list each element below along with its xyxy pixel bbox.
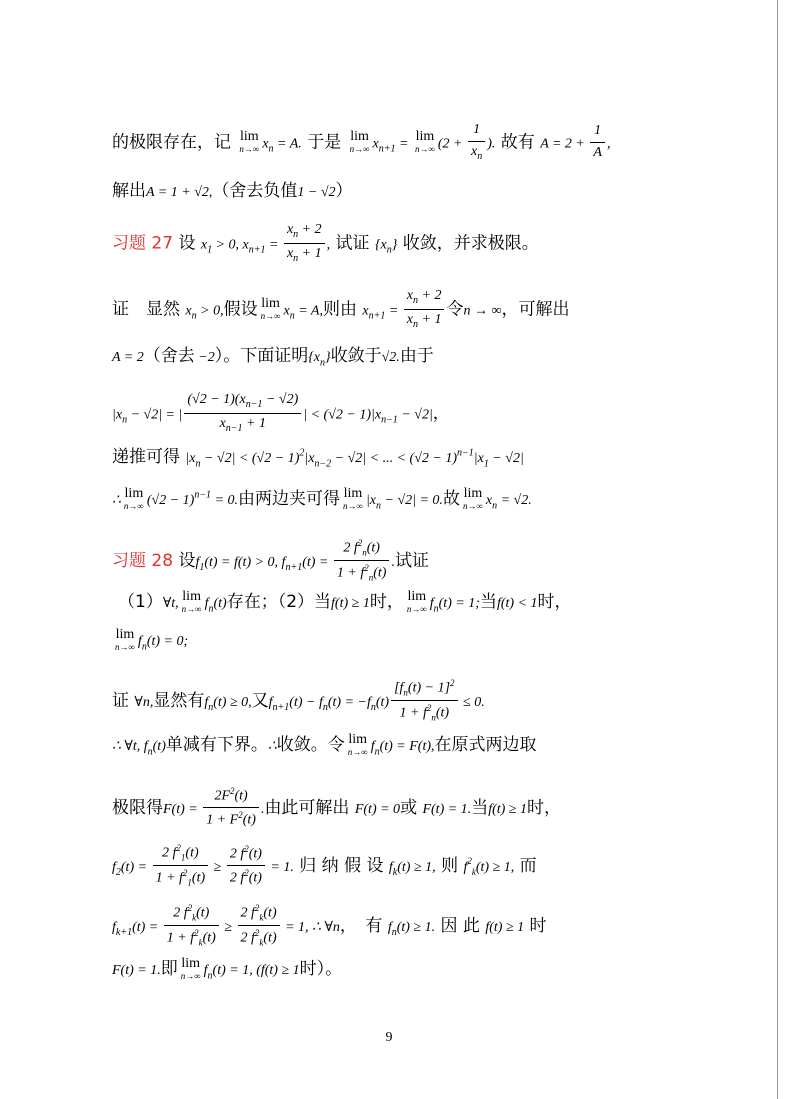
math: = A, [294,303,323,319]
text: 由此可解出 [264,797,350,818]
line-10 [118,590,572,615]
math: (t) = 0; [146,634,189,650]
math-sub: n [141,641,147,653]
math: f [429,596,434,612]
math: | < (√2 − 1)|x [303,407,382,423]
fraction: $\frac{2 f^2_k(t)}{1 + f^2_k(t)}$ [164,903,219,949]
line-1 [112,122,610,163]
math-sup: n−1 [457,447,474,459]
limit-operator: lim n→∞ [462,486,483,511]
text: 显然有 [153,690,205,711]
math: , [326,237,331,253]
fraction: $\frac{2 f^2_1(t)}{1 + f^2_1(t)}$ [153,843,209,889]
text: 在原式两边取 [434,735,537,756]
text: 时， [369,592,404,613]
fraction: $\frac{x_n + 2}{x_n + 1}$ [284,222,325,265]
fraction: $\frac{2 f^2_n(t)}{1 + f^2_n(t)}$ [334,538,390,584]
text: 设 [178,233,196,254]
math: > 0, [196,303,224,319]
text: 则由 [322,299,357,320]
math: ∀t, [162,596,179,612]
math-sup: 2 [299,447,305,459]
math-sub: 1 [199,562,205,574]
math: ). [487,136,496,152]
text: 设 [178,550,196,571]
math: (t) = [302,554,332,570]
limit-operator: lim n→∞ [180,956,201,981]
math: −2 [194,350,215,365]
exercise-label: 习题 28 [112,550,174,571]
text: 极限得 [112,797,163,818]
math: √2. [381,350,400,365]
text: （舍去 [143,346,195,366]
math: (t) ≥ 1, [397,859,436,875]
text: 则 [441,855,459,876]
math: = 1, ∴ ∀n [281,919,340,935]
line-4 [112,288,569,331]
text: ， 有 [339,915,383,936]
math-sub: n [289,310,295,322]
math-sub: k [471,867,476,878]
math: f(t) < 1 [496,596,538,612]
fraction: $\frac{2F^2(t)}{1 + F^2(t)}$ [203,786,259,830]
fraction: $\frac{x_n + 2}{x_n + 1}$ [404,288,445,331]
math-sub: n [492,500,498,512]
math: (t) = [120,859,151,875]
line-3 [112,222,539,265]
line-2 [112,181,353,202]
text: 归 纳 假 设 [299,855,384,876]
text: 时）。 [299,959,343,980]
math: f [204,596,209,612]
math: − √2| [397,407,433,423]
line-15 [112,843,537,889]
math: n → ∞ [463,303,502,319]
math-sub: n [433,603,439,615]
math-sub: n+1 [378,143,396,155]
math-sub: n [208,603,214,615]
text: 故有 [500,132,535,153]
math: A = 2 + [540,136,589,152]
math: A = 1 + √2, [146,185,213,200]
math: f [388,859,393,875]
fraction: $\frac{2 f^2_k(t)}{2 f^2_k(t)}$ [238,903,280,949]
math-sub: n+1 [272,702,290,714]
math-sub: n [391,927,397,939]
text: 即 [160,959,178,980]
math: |x [473,451,484,466]
math-sub: 1 [483,458,489,470]
text: 存在；（2）当 [226,592,332,613]
math: ≥ [210,859,225,875]
math: f [387,919,392,935]
math-sub: n+1 [285,562,303,574]
math: (2 + [437,136,466,152]
text: 令 [446,299,464,320]
line-7 [112,447,524,470]
math: > 0, x [212,237,249,253]
line-5 [112,346,434,369]
math: ≤ 0. [459,694,485,710]
math: {x [308,350,321,365]
text: 收敛于 [330,346,382,366]
line-16 [112,903,547,949]
math: F(t) = 1. [422,801,472,817]
math-sub: n+1 [368,310,386,322]
math: f [137,634,142,650]
text: 试证 [335,233,370,254]
math: (t) ≥ 1, [475,859,515,875]
math: x [262,136,269,152]
text: 假设 [223,299,258,320]
math: (t) [375,694,390,710]
text: 递推可得 [112,447,180,467]
math: (√2 − 1) [146,493,195,509]
math: 1 − √2 [297,185,336,200]
line-11 [112,628,188,653]
math: = 0. [211,493,239,509]
math: , [606,136,611,152]
limit-operator: lim n→∞ [343,486,363,511]
math: {x [374,237,387,253]
math-sub: n [195,458,201,470]
math: } [325,350,331,365]
math: . [391,554,395,570]
limit-operator: lim n→∞ [349,129,370,154]
math: = [265,237,282,253]
math: = [395,136,412,152]
math: f [195,554,200,570]
math: |x [365,493,376,509]
math-sub: n [122,414,128,426]
text: 又 [251,690,269,711]
limit-operator: lim n→∞ [406,589,427,614]
text: 故 [442,489,460,510]
math: = 1. [266,859,294,875]
math: x [362,303,369,319]
text: ， [432,403,450,424]
math-sub: n [370,702,376,714]
math: |x [112,407,123,423]
math: (t) = F(t), [379,739,435,755]
math: (t) = 1, (f(t) ≥ 1 [212,963,300,979]
text: 因 此 [440,915,480,936]
text: 时， [537,592,572,613]
math: − √2| < (√2 − 1) [200,451,300,466]
text: 时， [526,797,561,818]
text: （1） [118,592,163,613]
text: 收敛。令 [276,735,345,756]
math: (t) ≥ 0, [213,694,252,710]
math: F(t) = 1. [112,963,161,979]
math: (t) − f [289,694,323,710]
page-number: 9 [385,1030,393,1045]
math: (t) = [132,919,162,935]
text: 证 显然 [112,299,180,320]
math-sub: 2 [115,867,121,879]
fraction: $\frac{1}{A}$ [590,123,605,162]
text: （舍去负值 [212,181,298,201]
math: f [112,859,116,875]
math-sub: k+1 [115,927,133,939]
limit-operator: lim n→∞ [414,129,435,154]
math-sub: 1 [207,244,213,256]
math: ∴ [112,493,121,509]
math: = A. [273,136,302,152]
fraction: $\frac{(√2 - 1)(x_{n-1} - √2)}{x_{n-1} + 1}$ [184,392,301,435]
limit-operator: lim n→∞ [115,627,135,652]
math: = [385,303,402,319]
text: 试证 [394,550,429,571]
math-sub: n [208,702,214,714]
fraction: $\frac{[f_n(t) - 1]^2}{1 + f^2_n(t)}$ [391,678,457,724]
text: 收敛，并求极限。 [402,233,539,254]
math: f [463,859,468,875]
math-sub: k [392,867,398,879]
math: x [185,303,192,319]
limit-operator: lim n→∞ [239,129,260,154]
line-9 [112,538,429,584]
exercise-label: 习题 27 [112,233,174,254]
text: 时 [529,915,547,936]
math: f [268,694,273,710]
math: = √2. [497,493,532,509]
fraction: $\frac{2 f^2(t)}{2 f^2(t)}$ [227,844,265,888]
math-sub: n [386,244,392,256]
math: x [283,303,290,319]
math: x [200,237,208,253]
math-sup: n−1 [194,489,212,501]
text: ）。下面证明 [214,346,309,366]
text: 解出 [112,181,146,201]
fraction: $\frac{1}{x_n}$ [468,122,485,163]
math: − √2| < ... < (√2 − 1) [331,451,458,466]
math: |x [304,451,315,466]
math: A = 2 [112,350,144,365]
math: . [260,801,265,817]
text: 当 [479,592,497,613]
text: 证 [112,690,129,711]
math-sub: n [320,357,326,369]
math: f(t) ≥ 1 [485,919,525,935]
math: } [391,237,398,253]
math: f [370,739,375,755]
limit-operator: lim n→∞ [347,732,368,757]
math: F(t) = [163,801,202,817]
math: x [372,136,379,152]
line-17 [112,957,342,982]
math: (t) [213,596,227,612]
math: − √2| = | [127,407,183,423]
math-sub: n [191,310,197,322]
math-sub: n [268,143,274,155]
text: 或 [400,797,418,818]
math: |x [185,451,196,466]
math-sub: n−1 [381,414,398,426]
line-8 [112,487,532,512]
limit-operator: lim n→∞ [181,589,202,614]
line-6 [112,392,450,435]
math-sup: 2 [467,856,472,867]
math: (t) ≥ 1. [396,919,436,935]
line-14 [112,786,561,830]
math-sub: n−2 [314,458,332,470]
math-sub: n [374,746,380,758]
math: f [112,919,116,935]
math: ∴ [267,739,277,755]
text: 于是 [307,132,342,153]
math: f(t) ≥ 1 [331,596,370,612]
math: (t) = 1; [438,596,480,612]
math: f(t) ≥ 1 [488,801,527,817]
math: (t) [152,739,166,755]
math: ∴ ∀t, f [112,739,148,755]
math-sub: n [376,500,381,512]
limit-operator: lim n→∞ [123,486,144,511]
text: 的极限存在，记 [112,132,231,153]
text: 由于 [399,346,434,366]
math: − √2| = 0. [381,493,443,509]
math: f [203,963,208,979]
math-sub: n [322,702,328,714]
math: ≥ [220,919,236,935]
math: f [204,694,209,710]
math: (t) = f(t) > 0, f [204,554,286,570]
math: F(t) = 0 [354,801,401,817]
math: ∀n, [134,694,154,710]
math-sub: n [147,746,153,758]
math-sub: n+1 [248,244,266,256]
math-sub: n [207,970,213,982]
line-13 [112,733,537,758]
text: ，可解出 [501,299,570,320]
text: 当 [471,797,489,818]
math: (t) = −f [327,694,371,710]
line-12 [112,678,485,724]
text: ） [335,181,353,201]
text: 单减有下界。 [165,735,268,756]
text: 由两边夹可得 [238,489,341,510]
text: 而 [519,855,537,876]
limit-operator: lim n→∞ [260,296,281,321]
math: − √2| [488,451,524,466]
math: x [485,493,493,509]
